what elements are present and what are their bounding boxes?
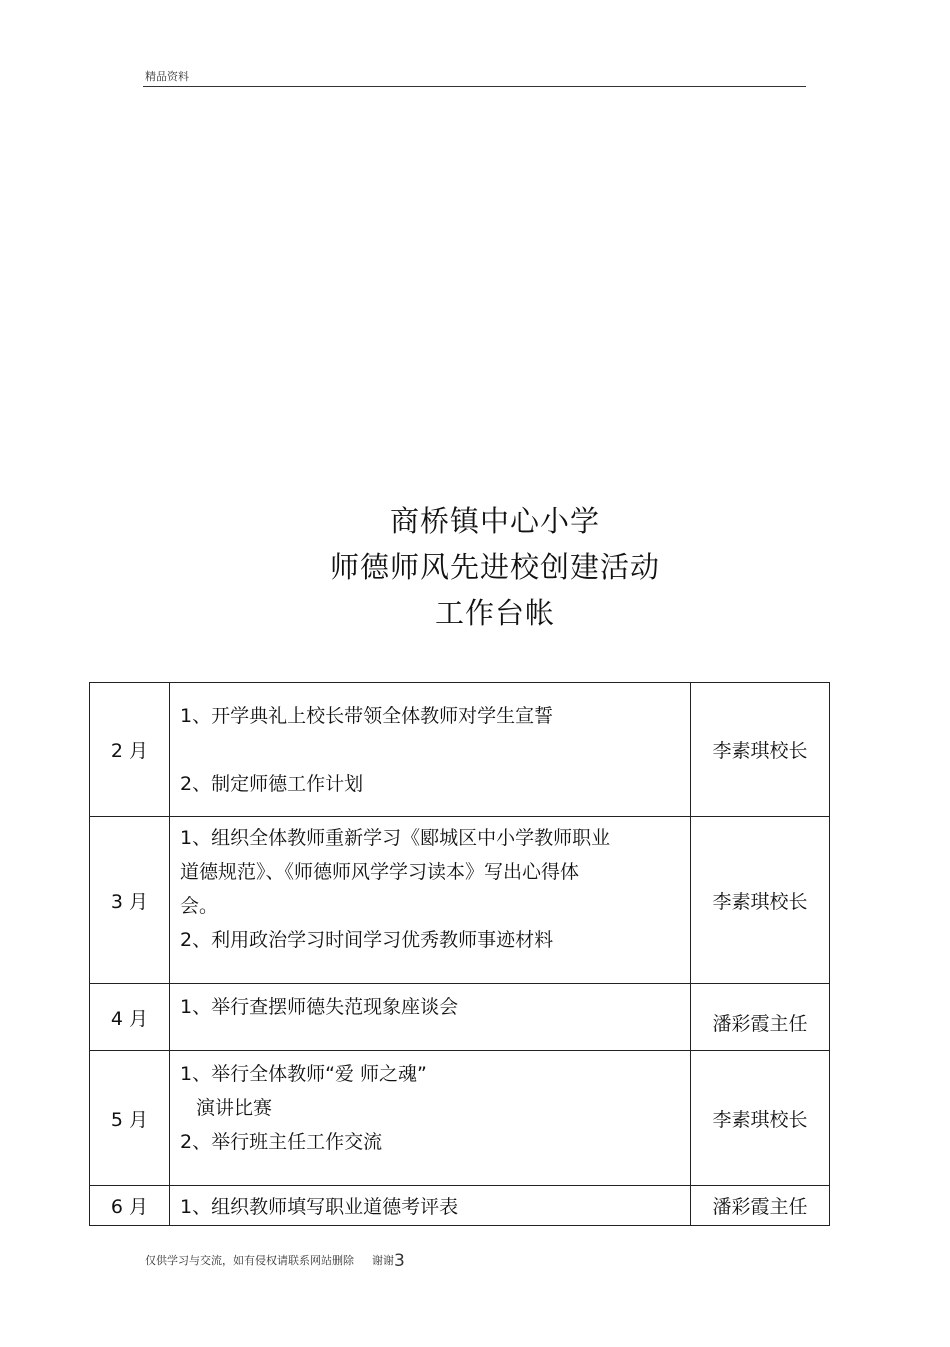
footer-note [145,1251,405,1271]
table-row [90,683,830,817]
content-item: 1、举行查摆师德失范现象座谈会 [180,996,459,1018]
table-row [90,817,830,984]
table-row [90,1186,830,1226]
content-cell [170,683,691,817]
owner-cell: 潘彩霞主任 [691,1186,830,1226]
month-cell: 4 月 [90,984,170,1051]
title-activity: 师德师风先进校创建活动 [329,550,660,584]
footer-thanks: 谢谢 [372,1254,394,1267]
content-item: 2、利用政治学习时间学习优秀教师事迹材料 [180,929,554,951]
footer-disclaimer: 仅供学习与交流，如有侵权请联系网站删除 [145,1254,354,1267]
content-item: 1、组织全体教师重新学习《郾城区中小学教师职业 [180,827,611,849]
title-ledger: 工作台帐 [434,596,555,630]
content-item: 演讲比赛 [196,1097,273,1119]
month-cell: 2 月 [90,683,170,817]
owner-cell: 李素琪校长 [691,683,830,817]
document-title [0,498,950,636]
title-school: 商桥镇中心小学 [389,504,600,538]
content-item: 道德规范》、《师德师风学学习读本》写出心得体 [180,861,580,883]
header-divider [143,86,806,87]
month-cell: 5 月 [90,1051,170,1186]
content-item: 会。 [180,895,219,917]
table-row [90,1051,830,1186]
content-item: 1、举行全体教师“爱 师之魂” [180,1063,427,1085]
owner-cell: 潘彩霞主任 [691,984,830,1051]
owner-cell: 李素琪校长 [691,817,830,984]
content-item: 1、组织教师填写职业道德考评表 [180,1196,459,1218]
page-number: 3 [394,1251,405,1271]
content-item: 2、举行班主任工作交流 [180,1131,383,1153]
content-item: 1、开学典礼上校长带领全体教师对学生宣誓 [180,704,554,727]
content-cell [170,1051,691,1186]
content-cell [170,817,691,984]
work-ledger-table [89,682,830,1226]
month-cell: 3 月 [90,817,170,984]
content-cell [170,1186,691,1226]
content-cell [170,984,691,1051]
header-label: 精品资料 [145,70,189,83]
owner-cell: 李素琪校长 [691,1051,830,1186]
content-item: 2、制定师德工作计划 [180,772,364,795]
table-row [90,984,830,1051]
month-cell: 6 月 [90,1186,170,1226]
